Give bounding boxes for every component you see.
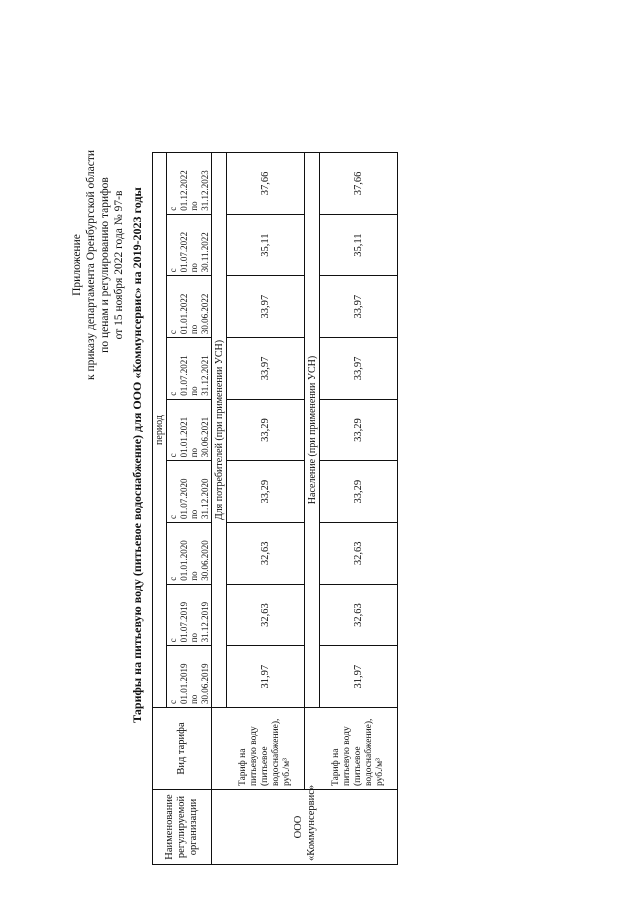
tariff-value-cell: 35,11 (227, 214, 305, 276)
period-cell: с 01.07.2022 по 30.11.2022 (167, 214, 212, 276)
spacer-cell (305, 708, 320, 790)
appendix-line: от 15 ноября 2022 года № 97-в (113, 190, 125, 340)
tariff-value-cell: 33,29 (227, 399, 305, 461)
tariff-value-cell: 33,97 (320, 338, 398, 400)
period-cell: с 01.12.2022 по 31.12.2023 (167, 152, 212, 214)
tariff-value-cell: 33,29 (227, 461, 305, 523)
header-row (153, 152, 167, 864)
appendix-line: Приложение (71, 234, 83, 296)
section-label: Для потребителей (при применении УСН) (212, 152, 227, 707)
tariff-value-cell: 35,11 (320, 214, 398, 276)
tariff-value-cell: 37,66 (320, 152, 398, 214)
tariff-value-cell: 33,97 (320, 276, 398, 338)
tariff-kind-cell: Тариф на питьевую воду (питьевое водоснабжение), руб./м³ (227, 708, 305, 790)
tariff-value-cell: 33,97 (227, 338, 305, 400)
section-band-row (212, 152, 227, 864)
period-cell: с 01.01.2020 по 30.06.2020 (167, 523, 212, 585)
tariff-value-cell: 37,66 (227, 152, 305, 214)
tariff-row (227, 152, 305, 864)
tariff-value-cell: 33,29 (320, 399, 398, 461)
appendix-line: к приказу департамента Оренбургской области (85, 150, 97, 380)
tariff-row (320, 152, 398, 864)
section-label: Население (при применении УСН) (305, 152, 320, 707)
tariff-value-cell: 31,97 (227, 646, 305, 708)
kind-header: Вид тарифа (153, 708, 212, 790)
period-cell: с 01.07.2020 по 31.12.2020 (167, 461, 212, 523)
tariff-value-cell: 32,63 (320, 523, 398, 585)
appendix-block (70, 135, 126, 395)
period-cell: с 01.07.2021 по 31.12.2021 (167, 338, 212, 400)
section-band-row (305, 152, 320, 864)
period-cell: с 01.01.2022 по 30.06.2022 (167, 276, 212, 338)
tariff-value-cell: 33,29 (320, 461, 398, 523)
tariff-value-cell: 33,97 (227, 276, 305, 338)
tariff-kind-cell: Тариф на питьевую воду (питьевое водоснабжение), руб./м³ (320, 708, 398, 790)
tariff-value-cell: 32,63 (227, 584, 305, 646)
org-name-cell: ООО «Коммунсервис» (212, 790, 398, 865)
tariff-value-cell: 32,63 (320, 584, 398, 646)
spacer-cell (212, 708, 227, 790)
tariff-table (152, 152, 398, 865)
appendix-line: по ценам и регулированию тарифов (99, 177, 111, 353)
org-header: Наименование регулируемой организации (153, 790, 212, 865)
tariff-value-cell: 32,63 (227, 523, 305, 585)
period-cell: с 01.01.2021 по 30.06.2021 (167, 399, 212, 461)
tariff-value-cell: 31,97 (320, 646, 398, 708)
period-header: период (153, 152, 167, 707)
period-cell: с 01.07.2019 по 31.12.2019 (167, 584, 212, 646)
document-title: Тарифы на питьевую воду (питьевое водоснабжение) для ООО «Коммунсервис» на 2019-2023 годы (130, 187, 144, 723)
period-cell: с 01.01.2019 по 30.06.2019 (167, 646, 212, 708)
